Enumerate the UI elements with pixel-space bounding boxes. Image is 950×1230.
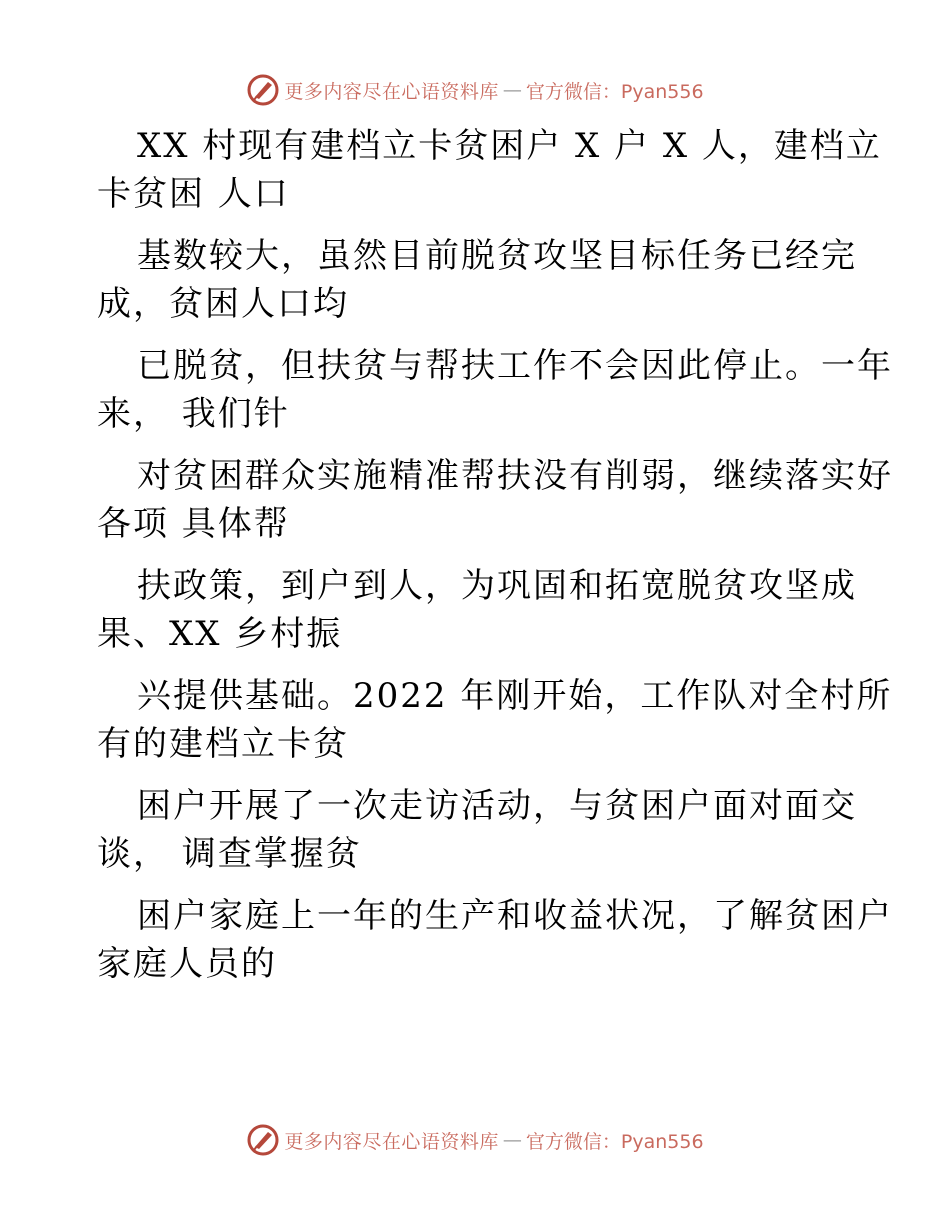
quill-pen-logo-icon	[246, 1123, 280, 1157]
quill-pen-logo-icon	[246, 73, 280, 107]
text-line: 已脱贫，但扶贫与帮扶工作不会因此停止。一年	[137, 346, 893, 386]
header-banner-text: 更多内容尽在心语资料库	[284, 80, 499, 103]
text-line: 有的建档立卡贫	[97, 724, 349, 764]
text-line: 基数较大，虽然目前脱贫攻坚目标任务已经完	[137, 236, 857, 276]
text-line: 成，贫困人口均	[97, 284, 349, 324]
text-line: 困户开展了一次走访活动，与贫困户面对面交	[137, 786, 857, 826]
text-line: 卡贫困 人口	[97, 174, 290, 214]
document-body	[97, 122, 893, 1002]
text-line: 来， 我们针	[97, 394, 290, 434]
header-banner-separator: —	[502, 79, 522, 101]
text-line: 各项 具体帮	[97, 504, 290, 544]
header-banner	[0, 70, 950, 110]
text-line: 对贫困群众实施精准帮扶没有削弱，继续落实好	[137, 456, 893, 496]
text-line: 兴提供基础。2022 年刚开始，工作队对全村所	[137, 676, 893, 716]
footer-banner-contact: 官方微信：Pyan556	[525, 1130, 704, 1153]
text-line: 果、XX 乡村振	[97, 614, 343, 654]
footer-banner	[0, 1120, 950, 1160]
header-banner-contact: 官方微信：Pyan556	[525, 80, 704, 103]
text-line: 谈， 调查掌握贫	[97, 834, 362, 874]
text-line: 困户家庭上一年的生产和收益状况，了解贫困户	[137, 896, 893, 936]
footer-banner-text: 更多内容尽在心语资料库	[284, 1130, 499, 1153]
text-line: 家庭人员的	[97, 944, 277, 984]
text-line: XX 村现有建档立卡贫困户 X 户 X 人，建档立	[137, 126, 882, 166]
text-line: 扶政策，到户到人，为巩固和拓宽脱贫攻坚成	[137, 566, 857, 606]
footer-banner-separator: —	[502, 1129, 522, 1151]
